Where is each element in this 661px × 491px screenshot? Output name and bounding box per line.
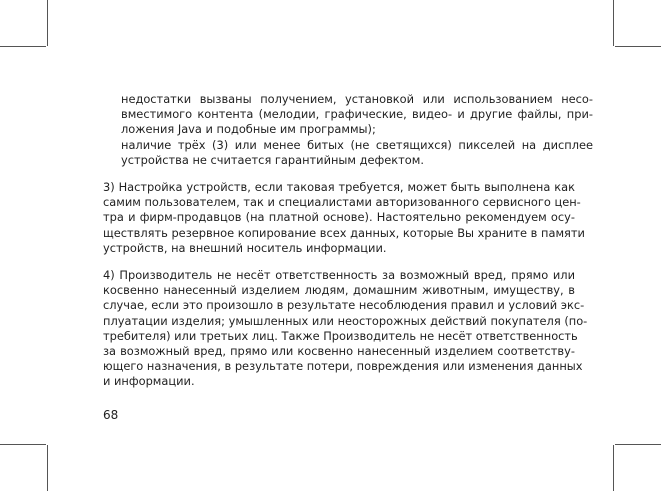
paragraph-device-setup xyxy=(103,180,585,256)
crop-mark-bottom-right-horizontal xyxy=(615,444,661,445)
bullet-list xyxy=(103,92,593,168)
crop-mark-bottom-right-vertical xyxy=(613,445,614,491)
text-line: наличие трёх (3) или менее битых (не светящихся) пикселей на дисплее xyxy=(121,137,593,152)
bullet-item-dead-pixels xyxy=(121,138,593,168)
crop-mark-top-left-vertical xyxy=(47,0,48,46)
paragraph-liability xyxy=(103,268,588,390)
text-line: 3) Настройка устройств, если таковая требуется, может быть выполнена как xyxy=(103,180,575,194)
text-line: ющего назначения, в результате потери, повреждения или изменения данных xyxy=(103,359,583,374)
text-line: недостатки вызваны получением, установкой или использованием несо- xyxy=(121,92,593,106)
crop-mark-top-right-horizontal xyxy=(615,46,661,47)
text-line: ложения Java и подобные им программы); xyxy=(121,122,376,137)
text-line: вместимого контента (мелодии, графические, видео- и другие файлы, при- xyxy=(121,107,593,122)
text-line: самим пользователем, так и специалистами авторизованного сервисного цен- xyxy=(103,195,581,210)
text-line: требителя) или третьих лиц. Также Производитель не несёт ответственность xyxy=(103,328,578,343)
crop-mark-bottom-left-horizontal xyxy=(0,444,46,445)
text-line: ществлять резервное копирование всех данных, которые Вы храните в памяти xyxy=(103,225,585,240)
text-line: за возможный вред, прямо или косвенно нанесенный изделием соответству- xyxy=(103,343,575,358)
page-number: 68 xyxy=(103,408,119,422)
text-line: устройства не считается гарантийным дефектом. xyxy=(121,152,424,167)
text-line: устройств, на внешний носитель информации. xyxy=(103,240,387,255)
text-line: плуатации изделия; умышленных или неосторожных действий покупателя (по- xyxy=(103,313,588,328)
crop-mark-top-left-horizontal xyxy=(0,46,46,47)
text-line: случае, если это произошло в результате несоблюдения правил и условий экс- xyxy=(103,298,585,313)
bullet-item-incompatible-content xyxy=(121,92,593,138)
crop-mark-top-right-vertical xyxy=(613,0,614,46)
text-line: тра и фирм-продавцов (на платной основе). Настоятельно рекомендуем осу- xyxy=(103,210,575,225)
text-line: 4) Производитель не несёт ответственность за возможный вред, прямо или xyxy=(103,268,575,282)
text-line: и информации. xyxy=(103,374,195,389)
crop-mark-bottom-left-vertical xyxy=(47,445,48,491)
text-line: косвенно нанесенный изделием людям, домашним животным, имуществу, в xyxy=(103,283,575,298)
